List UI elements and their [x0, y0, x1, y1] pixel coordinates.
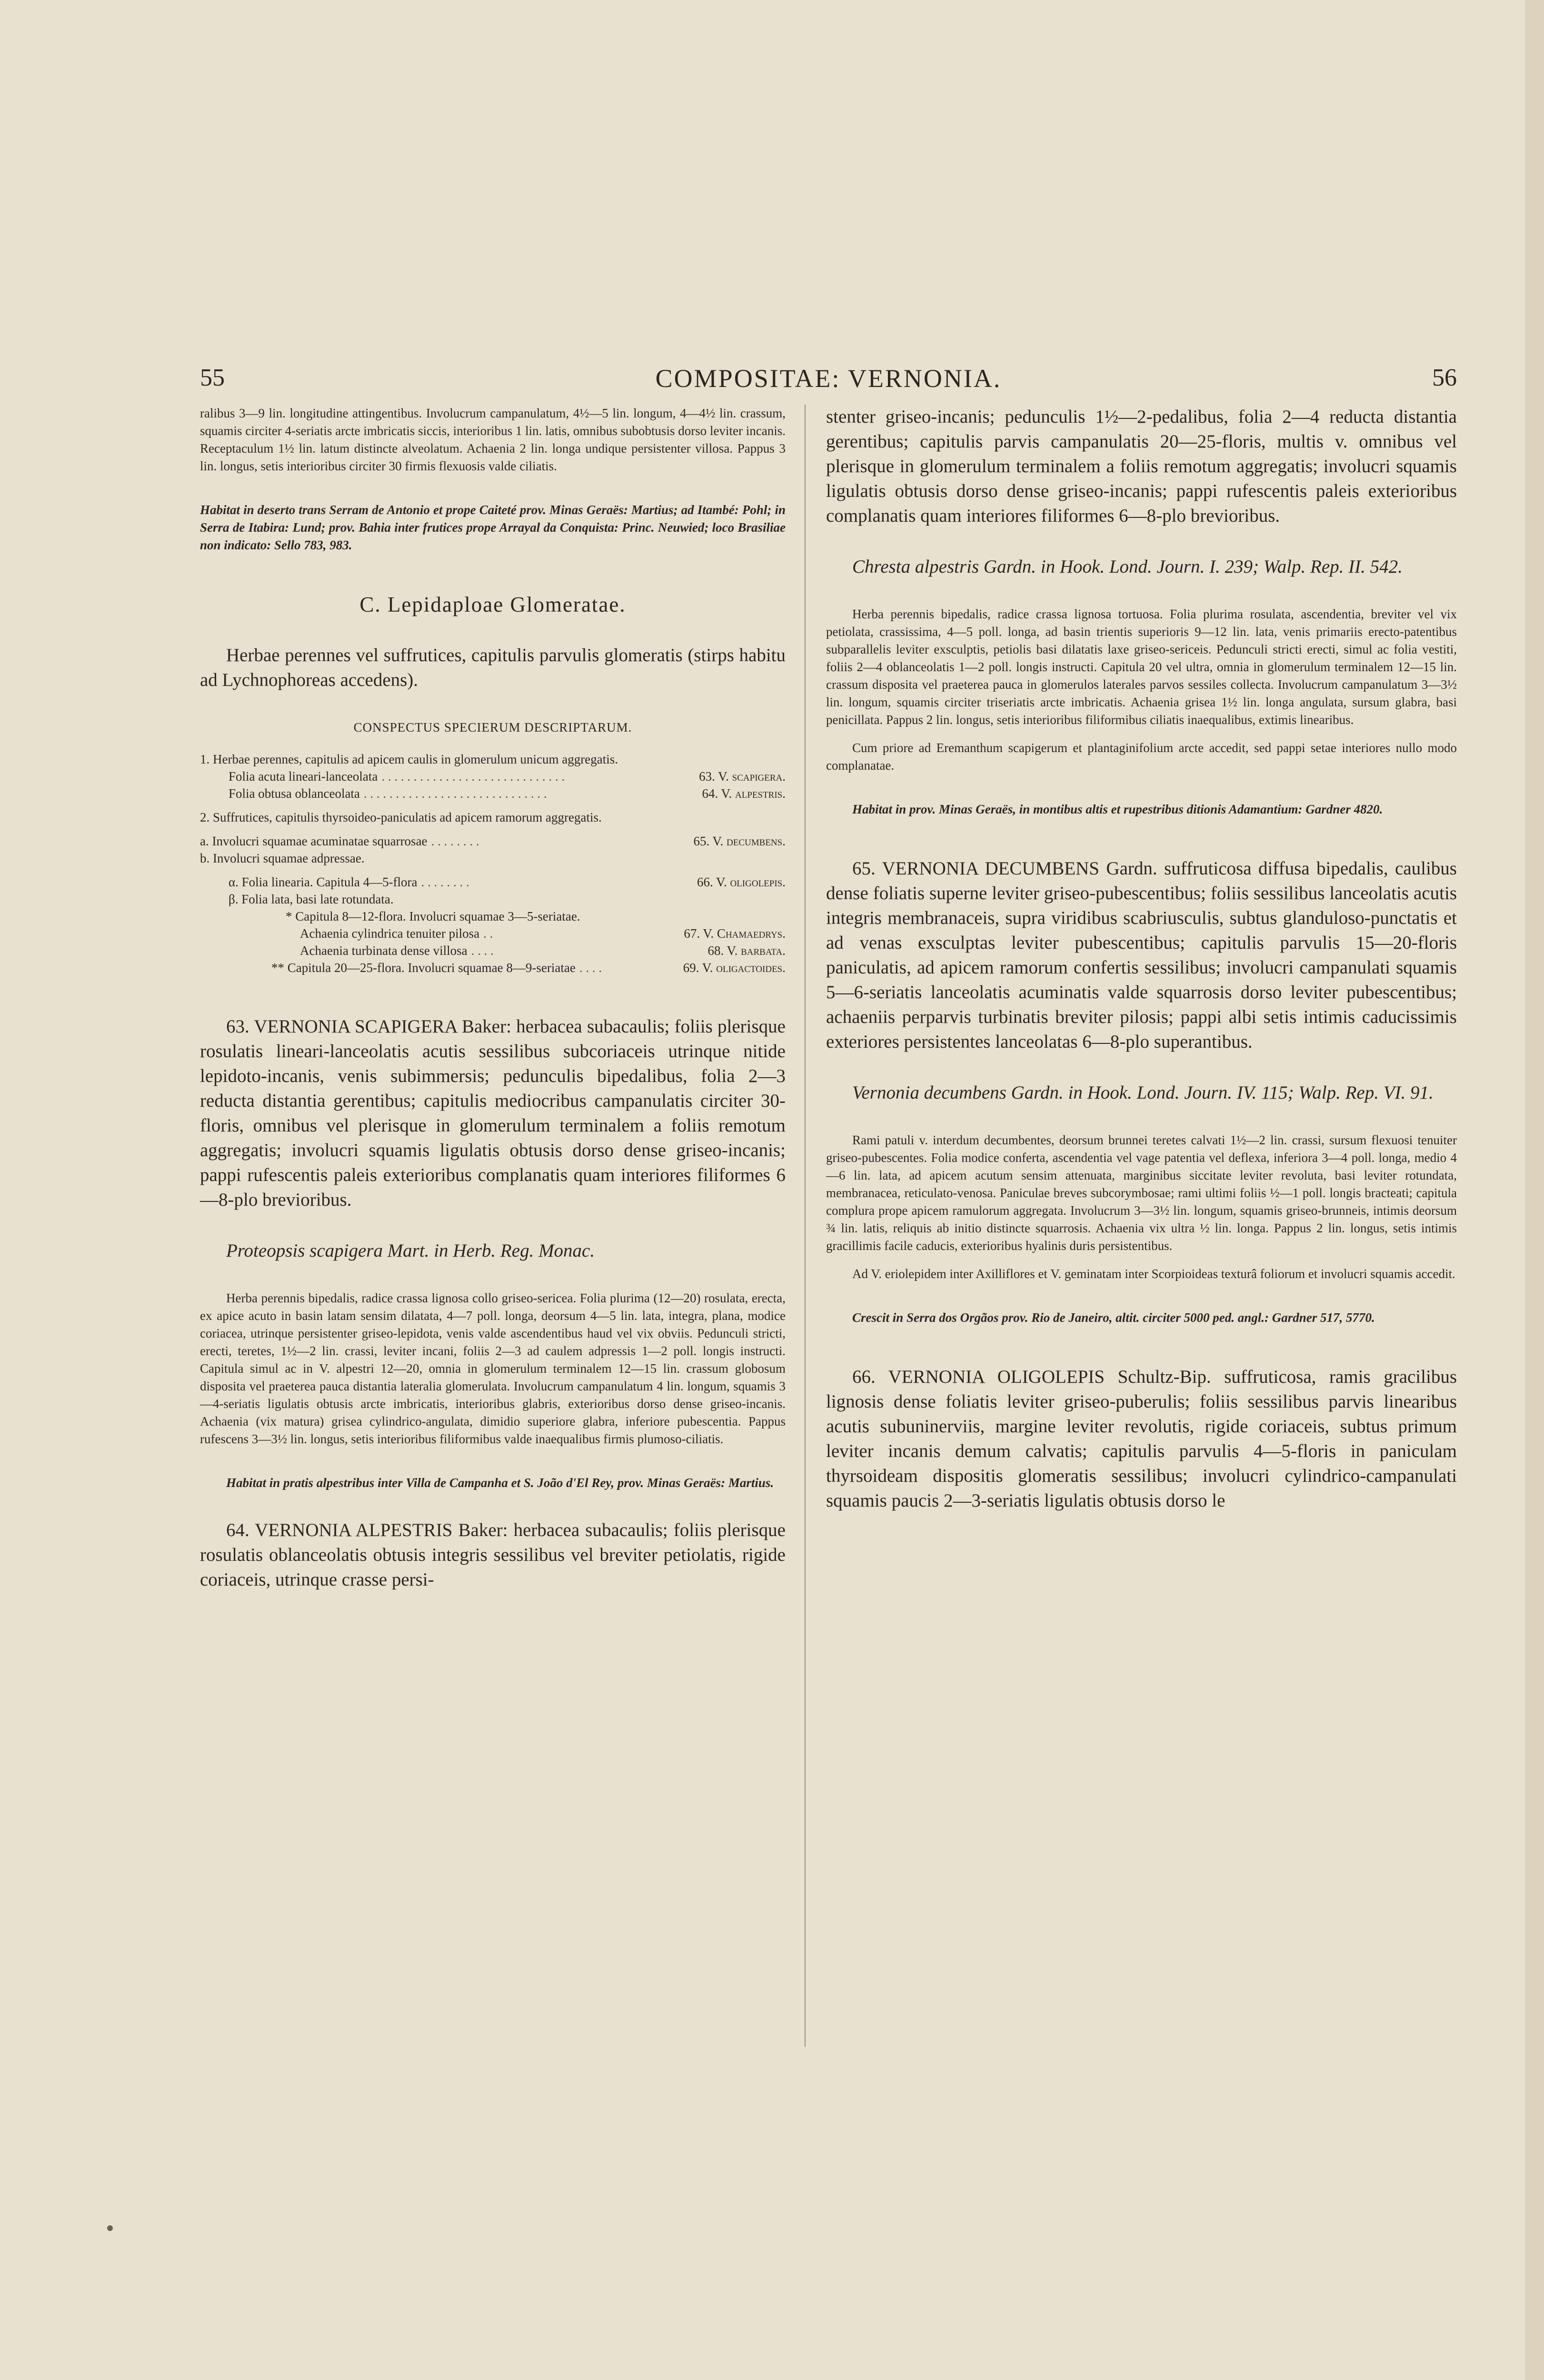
page-number-right: 56	[1432, 364, 1457, 391]
continued-description: ralibus 3—9 lin. longitudine attingentibus. Involucrum campanulatum, 4½—5 lin. longum, 4—4½ lin. crassum, squamis circiter 4-seriatis arcte imbricatis siccis, interioribus 1 lin. latis, omnibus subobtusis dorso leviter incanis. Receptaculum 1½ lin. latum distincte alveolatum. Achaenia 2 lin. longa undique persistenter villosa. Pappus 3 lin. longus, setis interioribus circiter 30 firmis flexuosis valde ciliatis.	[200, 406, 786, 473]
key-entry-66: α. Folia linearia. Capitula 4—5-flora . . . . . . . . 66. V. oligolepis.	[200, 873, 786, 891]
key-lead-2bb: β. Folia lata, basi late rotundata.	[229, 892, 394, 906]
species-65-diagnosis: 65. VERNONIA DECUMBENS Gardn. suffruticosa diffusa bipedalis, caulibus dense foliatis superne leviter griseo-pubescentibus; foliis sessilibus lanceolatis acutis integris membranaceis, supra viridibus scabriusculis, subtus glanduloso-punctatis et ad venas exsculptas leviter pubescentibus; capitulis parvulis 15—20-floris paniculatis, ad apicem ramorum confertis sessilibus; involucri campanulati squamis 5—6-seriatis lanceolatis acuminatis valde squarrosis dorso leviter pubescentibus; achaeniis perparvis turbinatis breviter pilosis; pappi albi setis intimis caducissimis exteriores persistentes lanceolatas 6—8-plo superantibus.	[826, 858, 1457, 1052]
section-description: Herbae perennes vel suffrutices, capitulis parvulis glomeratis (stirps habitu ad Lychnophoreas accedens).	[200, 645, 786, 690]
key-species-number: 68. V. barbata.	[707, 943, 786, 958]
key-text: Folia obtusa oblanceolata	[229, 786, 360, 801]
key-species-number: 67. V. Chamaedrys.	[684, 926, 786, 941]
section-title: C. Lepidaploae Glomeratae.	[359, 593, 626, 616]
page-number-left: 55	[200, 364, 225, 391]
key-text: ** Capitula 20—25-flora. Involucri squamae 8—9-seriatae	[271, 961, 576, 975]
key-text: Achaenia cylindrica tenuiter pilosa	[300, 926, 480, 941]
key-species-number: 63. V. scapigera.	[699, 769, 786, 783]
species-64-synonym: Chresta alpestris Gardn. in Hook. Lond. Journ. I. 239; Walp. Rep. II. 542.	[852, 556, 1403, 577]
species-65-note: Ad V. eriolepidem inter Axilliflores et V. geminatam inter Scorpioideas texturâ foliorum et involucri squamis accedit.	[852, 1267, 1455, 1281]
left-column	[200, 405, 786, 1592]
species-63-habitat: Habitat in pratis alpestribus inter Villa de Campanha et S. João d'El Rey, prov. Minas Geraës: Martius.	[226, 1476, 774, 1490]
species-63-synonym: Proteopsis scapigera Mart. in Herb. Reg. Monac.	[226, 1240, 595, 1261]
species-66-diagnosis-start: 66. VERNONIA OLIGOLEPIS Schultz-Bip. suffruticosa, ramis gracilibus lignosis dense foliatis leviter griseo-puberulis; foliis sessilibus parvis linearibus acutis subuninerviis, margine leviter revolutis, rigide coriaceis, subtus primum leviter incanis demum calvatis; capitulis parvulis 4—5-floris in paniculam thyrsoideam dispositis glomeratis sessilibus; involucri cylindrico-campanulati squamis paucis 2—3-seriatis ligulatis obtusis dorso le	[826, 1367, 1457, 1511]
running-title: COMPOSITAE: VERNONIA.	[655, 364, 1002, 393]
key-species-number: 69. V. oligactoides.	[683, 961, 786, 975]
species-63-description: Herba perennis bipedalis, radice crassa lignosa collo griseo-sericea. Folia plurima (12—20) rosulata, erecta, ex apice acuto in basin latam sensim dilatata, 4—7 poll. longa, deorsum 4—5 lin. lata, integra, plana, modice coriacea, utrinque persistenter griseo-lepidota, venis valde ascendentibus haud vel vix obviis. Pedunculi stricti, erecti, teretes, 1½—2 lin. crassi, leviter incani, foliis 2—3 ad caulem adpressis 1—2 poll. longis instructi. Capitula simul ac in V. alpestri 12—20, omnia in glomerulum terminalem 12—15 lin. crassum globosum disposita vel praeterea pauca distantia lateralia glomerulata. Involucrum campanulatum 4 lin. longum, squamis 3—4-seriatis ligulatis obtusis arcte imbricatis, interioribus glabris, exterioribus dorso dense griseo-incanis. Achaenia (vix matura) grisea cylindrico-angulata, dimidio superiore glabra, inferiore pubescentia. Pappus rufescens 3—3½ lin. longus, setis interioribus filiformibus valde inaequalibus firmis plumoso-ciliatis.	[200, 1291, 786, 1446]
key-entry-65: a. Involucri squamae acuminatae squarrosae . . . . . . . . 65. V. decumbens.	[200, 833, 786, 850]
key-text: Achaenia turbinata dense villosa	[300, 943, 468, 958]
species-64-diagnosis-continued: stenter griseo-incanis; pedunculis 1½—2-pedalibus, folia 2—4 reducta distantia gerentibus; capitulis parvis campanulatis 20—25-floris, multis v. omnibus vel plerisque in glomerulum terminalem a foliis remotum aggregatis; involucri squamis ligulatis obtusis dorso dense griseo-incanis; pappi rufescentis paleis exterioribus complanatis quam interiores filiformes 6—8-plo brevioribus.	[826, 407, 1457, 526]
key-species-number: 64. V. alpestris.	[702, 786, 786, 801]
species-65-synonym: Vernonia decumbens Gardn. in Hook. Lond. Journ. IV. 115; Walp. Rep. VI. 91.	[852, 1082, 1434, 1103]
habitat-paragraph: Habitat in deserto trans Serram de Antonio et prope Caiteté prov. Minas Geraës: Martius; ad Itambé: Pohl; in Serra de Itabira: Lund; prov. Bahia inter frutices prope Arrayal da Conquista: Princ. Neuwied; loco Brasiliae non indicato: Sello 783, 983.	[200, 503, 786, 552]
column-divider	[805, 405, 806, 2047]
conspectus-title: CONSPECTUS SPECIERUM DESCRIPTARUM.	[353, 720, 632, 734]
species-64-habitat: Habitat in prov. Minas Geraës, in montibus altis et rupestribus ditionis Adamantium: Gardner 4820.	[852, 802, 1383, 816]
page-edge-shadow	[1525, 0, 1544, 2380]
key-lead-2b: b. Involucri squamae adpressae.	[200, 851, 365, 865]
species-key	[200, 751, 786, 976]
key-entry-63: Folia acuta lineari-lanceolata . . . . . . . . . . . . . . . . . . . . . . . . . . . . . 63. V. scapigera.	[200, 768, 786, 785]
species-64-description: Herba perennis bipedalis, radice crassa lignosa tortuosa. Folia plurima rosulata, ascendentia, breviter vel vix petiolata, crassissima, 4—5 poll. longa, ad basin trientis superioris 9—12 lin. lata, venis primariis erecto-patentibus subparallelis leviter exsculptis, petiolis basi dilatatis laxe griseo-sericeis. Pedunculi stricti erecti, simul ac folia vestiti, foliis 2—4 oblanceolatis 1—2 poll. longis instructi. Capitula 20 vel ultra, omnia in glomerulum terminalem 12—15 lin. crassum disposita vel praeterea pauca in glomerulos laterales parvos sessiles collecta. Involucrum campanulatum 3—3½ lin. longum, squamis circiter triseriatis arcte imbricatis. Achaenia grisea 1½ lin. longa angulata, sursum glabra, basi penicillata. Pappus 2 lin. longus, setis interioribus filiformibus ciliatis inaequalibus, extimis linearibus.	[826, 607, 1457, 727]
key-entry-64: Folia obtusa oblanceolata . . . . . . . . . . . . . . . . . . . . . . . . . . . . . 64. V. alpestris.	[200, 785, 786, 802]
page-header	[200, 364, 1457, 397]
species-65-description: Rami patuli v. interdum decumbentes, deorsum brunnei teretes calvati 1½—2 lin. crassi, sursum flexuosi tenuiter griseo-pubescentes. Folia modice conferta, ascendentia vel vage patentia vel deflexa, inferiora 3—4 poll. longa, medio 4—6 lin. lata, ad apicem acutum sensim attenuata, marginibus siccitate leviter revoluta, basi leviter rotundata, membranacea, reticulato-venosa. Paniculae breves subcorymbosae; rami ultimi foliis ½—1 poll. longis bracteati; capitula complura prope apicem ramulorum aggregata. Involucrum 3—3½ lin. longum, squamis griseo-brunneis, intimis deorsum ¾ lin. latis, reliquis ab initio distincte squarrosis. Achaenia vix ultra ½ lin. longa. Pappus 2 lin. longus, setis intimis gracillimis facile caducis, exterioribus hyalinis duris persistentibus.	[826, 1133, 1457, 1253]
key-text: α. Folia linearia. Capitula 4—5-flora	[229, 875, 418, 889]
key-lead-1: 1. Herbae perennes, capitulis ad apicem caulis in glomerulum unicum aggregatis.	[200, 752, 618, 766]
species-65-habitat: Crescit in Serra dos Orgãos prov. Rio de Janeiro, altit. circiter 5000 ped. angl.: Gardner 517, 5770.	[852, 1310, 1375, 1325]
key-entry-69: ** Capitula 20—25-flora. Involucri squamae 8—9-seriatae . . . . 69. V. oligactoides.	[200, 959, 786, 976]
right-column	[826, 405, 1457, 1513]
species-63-diagnosis: 63. VERNONIA SCAPIGERA Baker: herbacea subacaulis; foliis plerisque rosulatis lineari-lanceolatis acutis sessilibus subcoriaceis utrinque nitide lepidoto-incanis, venis subimmersis; pedunculis bipedalibus, folia 2—3 reducta distantia gerentibus; capitulis mediocribus campanulatis circiter 30-floris, omnibus vel plerisque in glomerulum terminalem a foliis remotum aggregatis; involucri squamis ligulatis obtusis dorso dense griseo-incanis; pappi rufescentis paleis exterioribus complanatis quam interiores filiformes 6—8-plo brevioribus.	[200, 1016, 786, 1210]
species-64-note: Cum priore ad Eremanthum scapigerum et plantaginifolium arcte accedit, sed pappi setae interiores nullo modo complanatae.	[826, 741, 1457, 773]
key-species-number: 66. V. oligolepis.	[697, 875, 786, 889]
key-lead-2bb1: * Capitula 8—12-flora. Involucri squamae 3—5-seriatae.	[286, 909, 580, 923]
key-text: Folia acuta lineari-lanceolata	[229, 769, 378, 783]
paper-spot	[107, 2225, 113, 2231]
key-entry-67: Achaenia cylindrica tenuiter pilosa . . 67. V. Chamaedrys.	[200, 925, 786, 942]
key-species-number: 65. V. decumbens.	[693, 834, 786, 848]
species-64-diagnosis-start: 64. VERNONIA ALPESTRIS Baker: herbacea subacaulis; foliis plerisque rosulatis oblanceolatis obtusis integris sessilibus vel breviter petiolatis, rigide coriaceis, utrinque crasse persi-	[200, 1520, 786, 1590]
key-entry-68: Achaenia turbinata dense villosa . . . . 68. V. barbata.	[200, 942, 786, 959]
key-lead-2: 2. Suffrutices, capitulis thyrsoideo-paniculatis ad apicem ramorum aggregatis.	[200, 810, 602, 824]
key-text: a. Involucri squamae acuminatae squarrosae	[200, 834, 428, 848]
